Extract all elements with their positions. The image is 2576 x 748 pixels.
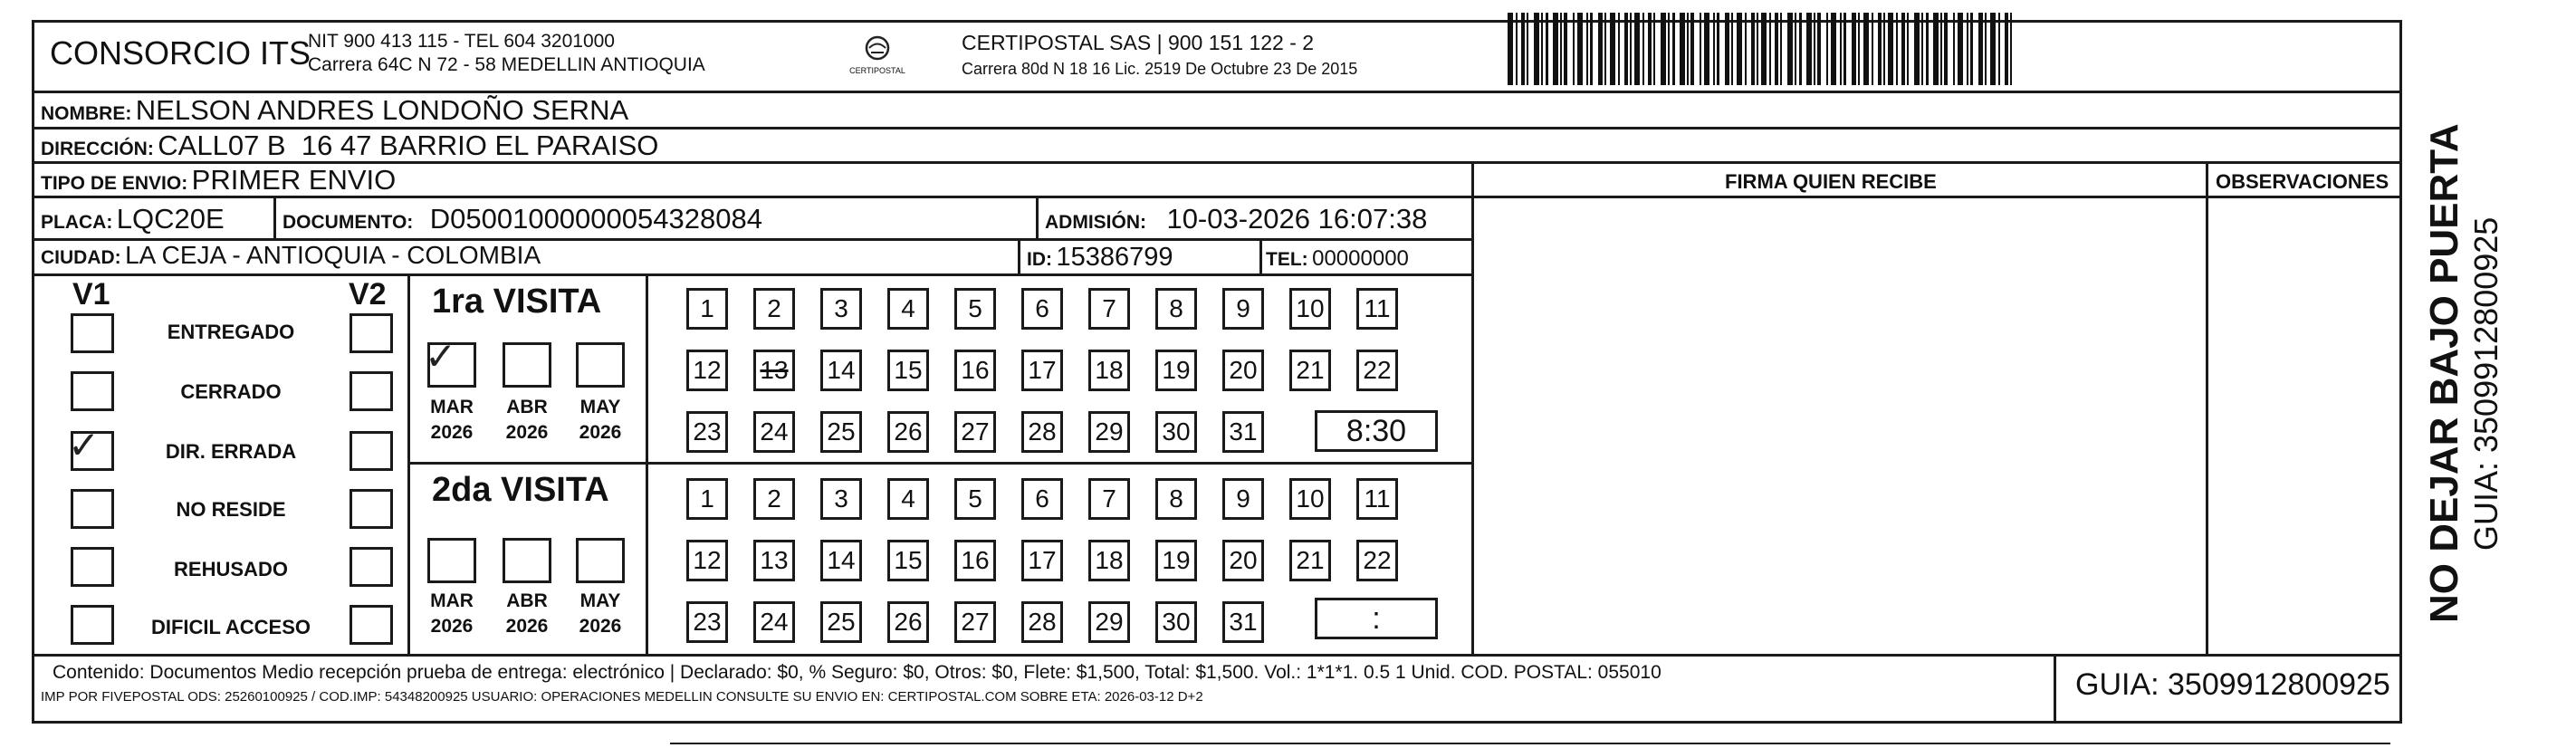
month-year: 2026 [505, 616, 549, 637]
day-box[interactable]: 24 [753, 601, 795, 643]
month-name: ABR [506, 397, 548, 417]
day-box[interactable]: 2 [753, 478, 795, 520]
day-box[interactable]: 27 [954, 411, 996, 453]
day-box[interactable]: 10 [1289, 288, 1331, 330]
day-box[interactable]: 25 [820, 601, 862, 643]
day-box[interactable]: 3 [820, 478, 862, 520]
day-box[interactable]: 28 [1021, 411, 1063, 453]
month-year: 2026 [579, 422, 622, 443]
month-checkbox-may[interactable] [576, 538, 625, 583]
direccion-row [41, 129, 658, 162]
day-box[interactable]: 29 [1088, 601, 1130, 643]
status-label: REHUSADO [174, 558, 288, 580]
certipostal-logo [846, 34, 909, 78]
logo-emblem-icon [859, 34, 895, 63]
nombre-label: NOMBRE: [41, 103, 132, 124]
check-mark-icon: ✓ [425, 334, 457, 379]
day-box[interactable]: 5 [954, 288, 996, 330]
check-mark-icon: ✓ [68, 423, 101, 467]
v1-checkbox[interactable] [71, 313, 114, 353]
day-box[interactable]: 8 [1155, 478, 1197, 520]
month-checkbox-abr[interactable] [503, 538, 551, 583]
day-box[interactable]: 25 [820, 411, 862, 453]
day-box[interactable]: 31 [1222, 601, 1264, 643]
day-box[interactable]: 21 [1289, 540, 1331, 581]
v2-checkbox[interactable] [350, 605, 393, 645]
status-label: ENTREGADO [167, 321, 295, 343]
month-year: 2026 [430, 616, 474, 637]
admision-field [1045, 203, 1427, 235]
day-box[interactable]: 15 [887, 540, 929, 581]
day-box[interactable]: 3 [820, 288, 862, 330]
tipo-envio-row [41, 164, 396, 197]
v2-checkbox[interactable] [350, 547, 393, 587]
day-box[interactable]: 26 [887, 411, 929, 453]
v1-checkbox[interactable] [71, 547, 114, 587]
side-guia: GUIA: 3509912800925 [2467, 216, 2504, 551]
footer-print-info: IMP POR FIVEPOSTAL ODS: 25260100925 / COD.IMP: 54348200925 USUARIO: OPERACIONES MEDELLIN CONSULTE SU ENVIO EN: CERTIPOSTAL.COM SOBRE ETA: 2026-03-12 D+2 [41, 689, 1203, 705]
footer-contents: Contenido: Documentos Medio recepción prueba de entrega: electrónico | Declarado: $0, % Seguro: $0, Otros: $0, Flete: $1,500, Total: $1,500. Vol.: 1*1*1. 0.5 1 Unid. COD. POSTAL: 055010 [53, 662, 1661, 683]
month-year: 2026 [505, 422, 549, 443]
day-box[interactable]: 13 [753, 350, 795, 391]
ciudad-value: LA CEJA - ANTIOQUIA - COLOMBIA [125, 241, 541, 269]
v1-label: V1 [72, 277, 110, 312]
day-box[interactable]: 19 [1155, 540, 1197, 581]
day-box[interactable]: 30 [1155, 601, 1197, 643]
v2-checkbox[interactable] [350, 489, 393, 529]
day-box[interactable]: 20 [1222, 540, 1264, 581]
month-checkbox-mar[interactable] [427, 538, 476, 583]
day-box[interactable]: 17 [1021, 540, 1063, 581]
tel-field [1266, 246, 1409, 272]
v2-label: V2 [349, 277, 387, 312]
rule [2206, 161, 2208, 654]
day-box[interactable]: 17 [1021, 350, 1063, 391]
month-label [497, 395, 557, 446]
day-box[interactable]: 28 [1021, 601, 1063, 643]
v1-checkbox[interactable] [71, 489, 114, 529]
day-box[interactable]: 9 [1222, 478, 1264, 520]
day-box[interactable]: 22 [1356, 350, 1398, 391]
status-label: DIR. ERRADA [165, 440, 297, 463]
cut-line [670, 743, 2390, 744]
day-box[interactable]: 14 [820, 350, 862, 391]
day-box[interactable]: 26 [887, 601, 929, 643]
day-box[interactable]: 19 [1155, 350, 1197, 391]
month-name: MAR [430, 590, 474, 611]
day-box[interactable]: 11 [1356, 478, 1398, 520]
footer-guia: GUIA: 3509912800925 [2075, 667, 2390, 702]
day-box[interactable]: 30 [1155, 411, 1197, 453]
month-year: 2026 [579, 616, 622, 637]
month-checkbox-mar[interactable] [425, 334, 476, 388]
month-name: MAR [430, 397, 474, 417]
rule [32, 654, 2402, 657]
id-value: 15386799 [1056, 243, 1173, 272]
day-box[interactable]: 27 [954, 601, 996, 643]
direccion-label: DIRECCIÓN: [41, 139, 154, 159]
day-box[interactable]: 6 [1021, 478, 1063, 520]
tel-value: 00000000 [1312, 246, 1409, 271]
day-box[interactable]: 7 [1088, 478, 1130, 520]
status-label: DIFICIL ACCESO [150, 616, 311, 638]
day-box[interactable]: 29 [1088, 411, 1130, 453]
tipo-envio-label: TIPO DE ENVIO: [41, 173, 188, 194]
month-label [570, 395, 630, 446]
company-address: Carrera 64C N 72 - 58 MEDELLIN ANTIOQUIA [308, 54, 705, 75]
v1-checkbox[interactable] [71, 605, 114, 645]
company-nit: NIT 900 413 115 - TEL 604 3201000 [308, 31, 615, 52]
month-label [570, 589, 630, 639]
month-label [497, 589, 557, 639]
observaciones-header: OBSERVACIONES [2216, 170, 2389, 193]
day-box[interactable]: 9 [1222, 288, 1264, 330]
status-label: NO RESIDE [176, 498, 286, 521]
admision-label: ADMISIÓN: [1045, 212, 1146, 233]
rule [407, 273, 410, 654]
documento-label: DOCUMENTO: [282, 212, 414, 233]
v2-checkbox[interactable] [350, 313, 393, 353]
side-warning: NO DEJAR BAJO PUERTA [2422, 123, 2466, 623]
firma-header: FIRMA QUIEN RECIBE [1725, 170, 1937, 193]
day-box[interactable]: 23 [686, 411, 728, 453]
day-box[interactable]: 23 [686, 601, 728, 643]
month-checkbox-abr[interactable] [503, 342, 551, 388]
day-box[interactable]: 18 [1088, 350, 1130, 391]
placa-value: LQC20E [116, 203, 225, 235]
rule [646, 273, 648, 654]
day-box[interactable]: 16 [954, 540, 996, 581]
nombre-value: NELSON ANDRES LONDOÑO SERNA [135, 94, 629, 126]
placa-label: PLACA: [41, 212, 113, 233]
ciudad-field [41, 241, 541, 270]
v1-checkbox[interactable] [71, 371, 114, 411]
month-checkbox-may[interactable] [576, 342, 625, 388]
month-label [422, 395, 482, 446]
v2-checkbox[interactable] [350, 371, 393, 411]
documento-field [282, 203, 762, 235]
day-box[interactable]: 8 [1155, 288, 1197, 330]
tel-label: TEL: [1266, 249, 1308, 270]
day-box[interactable]: 12 [686, 540, 728, 581]
carrier-name: CERTIPOSTAL SAS | 900 151 122 - 2 [962, 31, 1315, 54]
v1-checkbox[interactable] [68, 423, 114, 471]
documento-value: D05001000000054328084 [429, 203, 762, 235]
company-name: CONSORCIO ITS [50, 34, 311, 72]
id-field [1027, 243, 1173, 273]
visit-1-time[interactable]: 8:30 [1315, 410, 1438, 452]
day-box[interactable]: 21 [1289, 350, 1331, 391]
month-year: 2026 [430, 422, 474, 443]
day-box[interactable]: 31 [1222, 411, 1264, 453]
day-box[interactable]: 4 [887, 478, 929, 520]
rule [2054, 654, 2056, 724]
status-label: CERRADO [180, 380, 282, 403]
day-box[interactable]: 13 [753, 540, 795, 581]
day-box[interactable]: 12 [686, 350, 728, 391]
visit-1-title: 1ra VISITA [432, 283, 602, 321]
nombre-row [41, 94, 628, 127]
day-box[interactable]: 10 [1289, 478, 1331, 520]
day-box[interactable]: 5 [954, 478, 996, 520]
month-label [422, 589, 482, 639]
day-box[interactable]: 14 [820, 540, 862, 581]
placa-field [41, 203, 225, 235]
carrier-address: Carrera 80d N 18 16 Lic. 2519 De Octubre 23 De 2015 [962, 60, 1358, 78]
v2-checkbox[interactable] [350, 431, 393, 471]
day-box[interactable]: 18 [1088, 540, 1130, 581]
visit-2-title: 2da VISITA [432, 471, 609, 509]
day-box[interactable]: 15 [887, 350, 929, 391]
ciudad-label: CIUDAD: [41, 247, 121, 268]
day-box[interactable]: 11 [1356, 288, 1398, 330]
tipo-envio-value: PRIMER ENVIO [191, 164, 397, 196]
direccion-value: CALL07 B 16 47 BARRIO EL PARAISO [158, 129, 659, 161]
rule [407, 462, 1471, 465]
day-box[interactable]: 20 [1222, 350, 1264, 391]
month-name: ABR [506, 590, 548, 611]
day-box[interactable]: 6 [1021, 288, 1063, 330]
day-box[interactable]: 1 [686, 478, 728, 520]
month-name: MAY [579, 397, 621, 417]
day-box[interactable]: 24 [753, 411, 795, 453]
day-box[interactable]: 22 [1356, 540, 1398, 581]
day-box[interactable]: 1 [686, 288, 728, 330]
barcode [1508, 13, 2227, 85]
logo-text: CERTIPOSTAL [849, 66, 905, 75]
day-box[interactable]: 7 [1088, 288, 1130, 330]
id-label: ID: [1027, 249, 1052, 270]
admision-value: 10-03-2026 16:07:38 [1166, 203, 1428, 235]
month-name: MAY [579, 590, 621, 611]
rule [32, 91, 2402, 93]
visit-2-time[interactable]: : [1315, 598, 1438, 639]
day-box[interactable]: 4 [887, 288, 929, 330]
day-box[interactable]: 16 [954, 350, 996, 391]
day-box[interactable]: 2 [753, 288, 795, 330]
